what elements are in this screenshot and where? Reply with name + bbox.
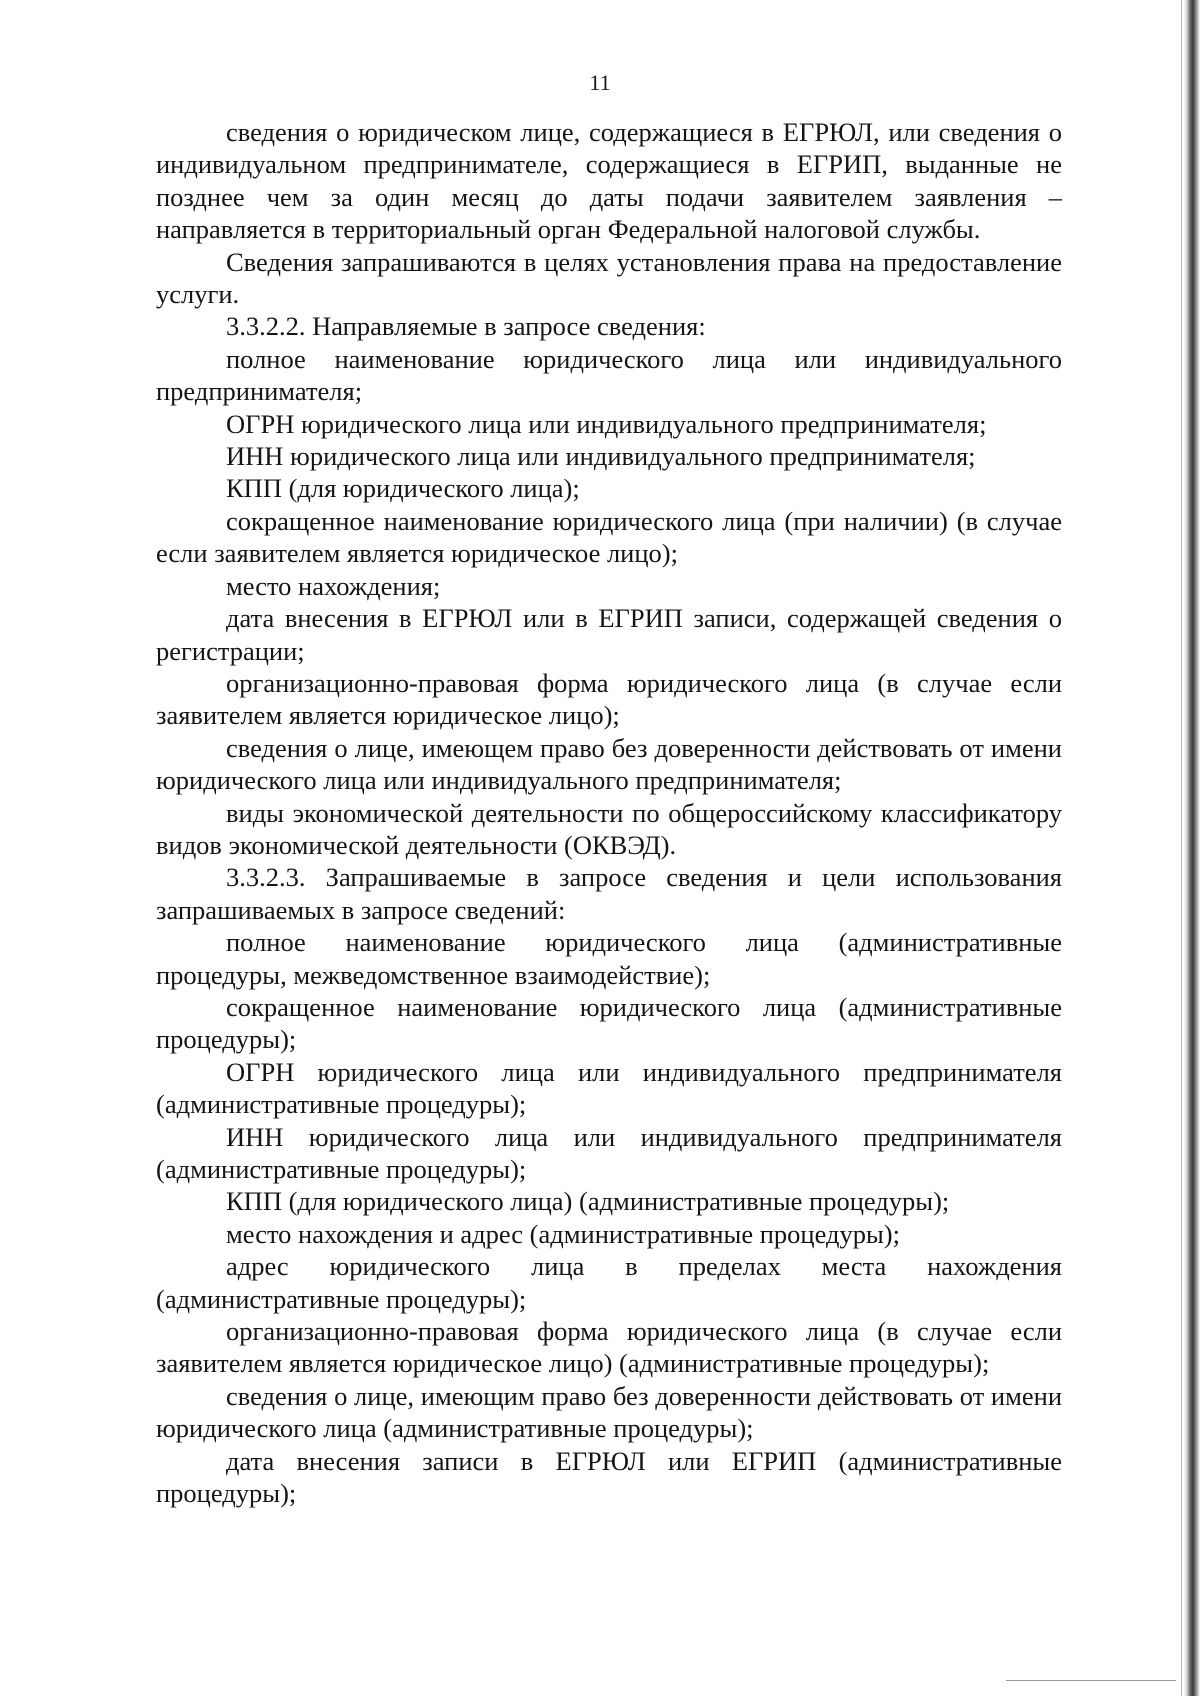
- scan-edge-artifact: [1184, 0, 1200, 1696]
- list-item: адрес юридического лица в пределах места нахождения (административные процедуры);: [156, 1251, 1062, 1314]
- paragraph-heading: 3.3.2.2. Направляемые в запросе сведения:: [226, 311, 706, 342]
- page-number: 11: [589, 70, 611, 95]
- list-item: организационно-правовая форма юридического лица (в случае если заявителем является юридическое лицо);: [156, 667, 1062, 731]
- scan-corner-mark: [1006, 1680, 1176, 1681]
- list-item: сведения о лице, имеющем право без доверенности действовать от имени юридического лица или индивидуального предпринимателя;: [156, 732, 1062, 796]
- paragraph-heading: 3.3.2.3. Запрашиваемые в запросе сведения и цели использования запрашиваемых в запросе сведений:: [156, 862, 1062, 925]
- list-item: дата внесения в ЕГРЮЛ или в ЕГРИП записи, содержащей сведения о регистрации;: [156, 603, 1062, 666]
- list-item: место нахождения;: [226, 570, 441, 601]
- list-item: полное наименование юридического лица или индивидуального предпринимателя;: [156, 343, 1062, 407]
- list-item: сокращенное наименование юридического лица (при наличии) (в случае если заявителем является юридическое лицо);: [156, 505, 1062, 569]
- paragraph: сведения о юридическом лице, содержащиеся в ЕГРЮЛ, или сведения о индивидуальном предпринимателе, содержащиеся в ЕГРИП, выданные не позднее чем за один месяц до даты подачи заявителем заявления – направляется в территориальный орган Федеральной налоговой службы.: [156, 117, 1062, 245]
- list-item: КПП (для юридического лица) (административные процедуры);: [226, 1186, 950, 1217]
- list-item: дата внесения записи в ЕГРЮЛ или ЕГРИП (административные процедуры);: [156, 1445, 1062, 1509]
- list-item: ИНН юридического лица или индивидуального предпринимателя;: [226, 441, 976, 472]
- list-item: организационно-правовая форма юридического лица (в случае если заявителем является юридическое лицо) (административные процедуры);: [156, 1316, 1062, 1379]
- list-item: виды экономической деятельности по общероссийскому классификатору видов экономической деятельности (ОКВЭД).: [156, 797, 1062, 860]
- list-item: КПП (для юридического лица);: [226, 473, 580, 504]
- paragraph: Сведения запрашиваются в целях установления права на предоставление услуги.: [156, 246, 1062, 310]
- list-item: полное наименование юридического лица (административные процедуры, межведомственное взаимодействие);: [156, 927, 1062, 990]
- scan-edge-line: [1181, 0, 1182, 1696]
- list-item: ОГРН юридического лица или индивидуального предпринимателя;: [226, 408, 987, 439]
- list-item: ОГРН юридического лица или индивидуального предпринимателя (административные процедуры);: [156, 1056, 1062, 1120]
- list-item: сокращенное наименование юридического лица (административные процедуры);: [156, 991, 1062, 1055]
- list-item: место нахождения и адрес (административные процедуры);: [226, 1218, 900, 1249]
- list-item: сведения о лице, имеющим право без доверенности действовать от имени юридического лица (административные процедуры);: [156, 1380, 1062, 1444]
- document-body: [156, 116, 1062, 1509]
- list-item: ИНН юридического лица или индивидуального предпринимателя (административные процедуры);: [156, 1121, 1062, 1184]
